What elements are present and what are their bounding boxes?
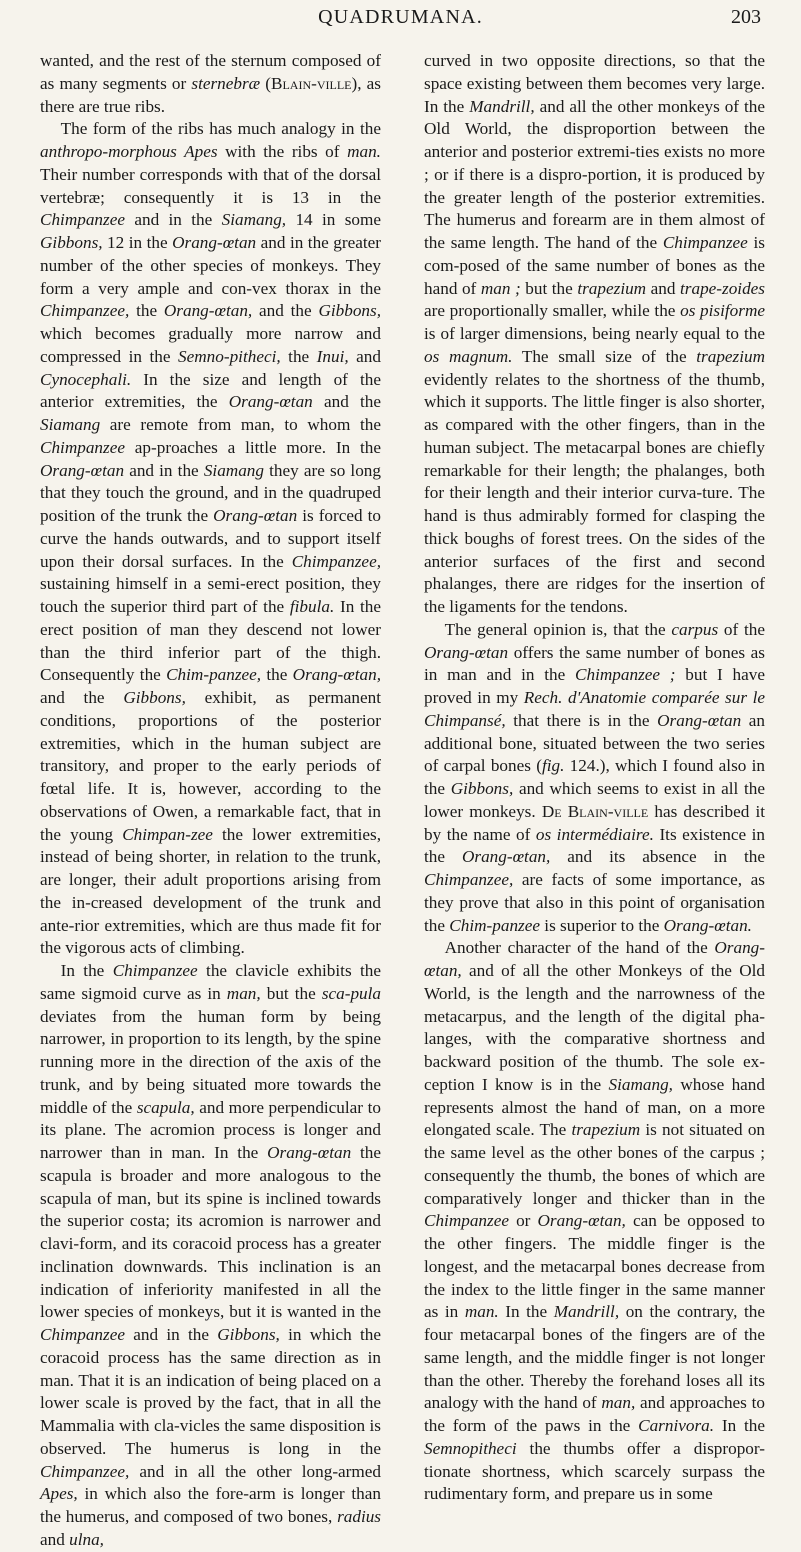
left-column: [40, 50, 381, 1552]
page-number: 203: [731, 6, 761, 28]
paragraph: Another character of the hand of the Orang-œtan, and of all the other Monkeys of the Old World, is the length and the narrowness of the metacarpus, and the length of the digital pha-langes, with the comparative shortness and backward position of the thumb. The sole ex-ception I know is in the Siamang, whose hand represents almost the hand of man, on a more elongated scale. The trapezium is not situated on the same level as the other bones of the carpus ; consequently the thumb, the bones of which are comparatively longer and thicker than in the Chimpanzee or Orang-œtan, can be opposed to the other fingers. The middle finger is the longest, and the metacarpal bones decrease from the index to the little finger in the same manner as in man. In the Mandrill, on the contrary, the four metacarpal bones of the fingers are of the same length, and the middle finger is not longer than the other. Thereby the forehand loses all its analogy with the hand of man, and approaches to the form of the paws in the Carnivora. In the Semnopitheci the thumbs offer a dispropor-tionate shortness, which scarcely surpass the rudimentary form, and prepare us in some: [424, 938, 766, 1504]
paragraph: The form of the ribs has much analogy in the anthropo-morphous Apes with the ribs of man. Their number corresponds with that of the dorsal vertebræ; consequently it is 13 in the Chimpanzee and in the Siamang, 14 in some Gibbons, 12 in the Orang-œtan and in the greater number of the other species of monkeys. They form a very ample and con-vex thorax in the Chimpanzee, the Orang-œtan, and the Gibbons, which becomes gradually more narrow and compressed in the Semno-pitheci, the Inui, and Cynocephali. In the size and length of the anterior extremities, the Orang-œtan and the Siamang are remote from man, to whom the Chimpanzee ap-proaches a little more. In the Orang-œtan and in the Siamang they are so long that they touch the ground, and in the quadruped position of the trunk the Orang-œtan is forced to curve the hands outwards, and to support itself upon their dorsal surfaces. In the Chimpanzee, sustaining himself in a semi-erect position, they touch the superior third part of the fibula. In the erect position of man they descend not lower than the third inferior part of the thigh. Consequently the Chim-panzee, the Orang-œtan, and the Gibbons, exhibit, as permanent conditions, proportions of the posterior extremities, which in the human subject are transitory, and proper to the early periods of fœtal life. It is, however, according to the observations of Owen, a remarkable fact, that in the young Chimpan-zee the lower extremities, instead of being shorter, in relation to the trunk, are longer, their adult proportions arising from the in-creased development of the trunk and ante-rior extremities, which are thus made fit for the vigorous acts of climbing.: [40, 119, 382, 958]
right-column: [424, 50, 765, 1506]
running-title: QUADRUMANA.: [318, 6, 483, 28]
paragraph: curved in two opposite directions, so that the space existing between them becomes very large. In the Mandrill, and all the other monkeys of the Old World, the disproportion between the anterior and posterior extremi-ties exists no more ; or if there is a dispro-portion, it is produced by the greater length of the posterior extremities. The humerus and forearm are in them almost of the same length. The hand of the Chimpanzee is com-posed of the same number of bones as the hand of man ; but the trapezium and trape-zoides are proportionally smaller, while the os pisiforme is of larger dimensions, being nearly equal to the os magnum. The small size of the trapezium evidently relates to the shortness of the thumb, which it supports. The little finger is also shorter, as compared with the other fingers, than in the human subject. The metacarpal bones are chiefly remarkable for their length; the phalanges, both for their length and their interior curva-ture. The hand is thus admirably formed for clasping the thick boughs of forest trees. On the sides of the anterior surfaces of the first and second phalanges, there are ridges for the insertion of the ligaments for the tendons.: [424, 51, 766, 616]
paragraph: wanted, and the rest of the sternum composed of as many segments or sternebræ (Blain-ville), as there are true ribs.: [40, 51, 381, 116]
paragraph: In the Chimpanzee the clavicle exhibits the same sigmoid curve as in man, but the sca-pula deviates from the human form by being narrower, in proportion to its length, by the spine running more in the direction of the axis of the trunk, and by being situated more towards the middle of the scapula, and more perpendicular to its plane. The acromion process is longer and narrower than in man. In the Orang-œtan the scapula is broader and more analogous to the scapula of man, but its spine is inclined towards the superior costa; its acromion is narrower and clavi-form, and its coracoid process has a greater inclination downwards. This inclination is an indication of inferiority manifested in all the lower species of monkeys, but it is wanted in the Chimpanzee and in the Gibbons, in which the coracoid process has the same direction as in man. That it is an indication of being placed on a lower scale is proved by the fact, that in all the Mammalia with cla-vicles the same disposition is observed. The humerus is long in the Chimpanzee, and in all the other long-armed Apes, in which also the fore-arm is longer than the humerus, and composed of two bones, radius and ulna,: [40, 961, 382, 1549]
running-head: [0, 6, 801, 38]
paragraph: The general opinion is, that the carpus of the Orang-œtan offers the same number of bones as in man and in the Chimpanzee ; but I have proved in my Rech. d'Anatomie comparée sur le Chimpansé, that there is in the Orang-œtan an additional bone, situated between the two series of carpal bones (fig. 124.), which I found also in the Gibbons, and which seems to exist in all the lower monkeys. De Blain-ville has described it by the name of os intermédiaire. Its existence in the Orang-œtan, and its absence in the Chimpanzee, are facts of some importance, as they prove that also in this point of organisation the Chim-panzee is superior to the Orang-œtan.: [424, 619, 766, 935]
